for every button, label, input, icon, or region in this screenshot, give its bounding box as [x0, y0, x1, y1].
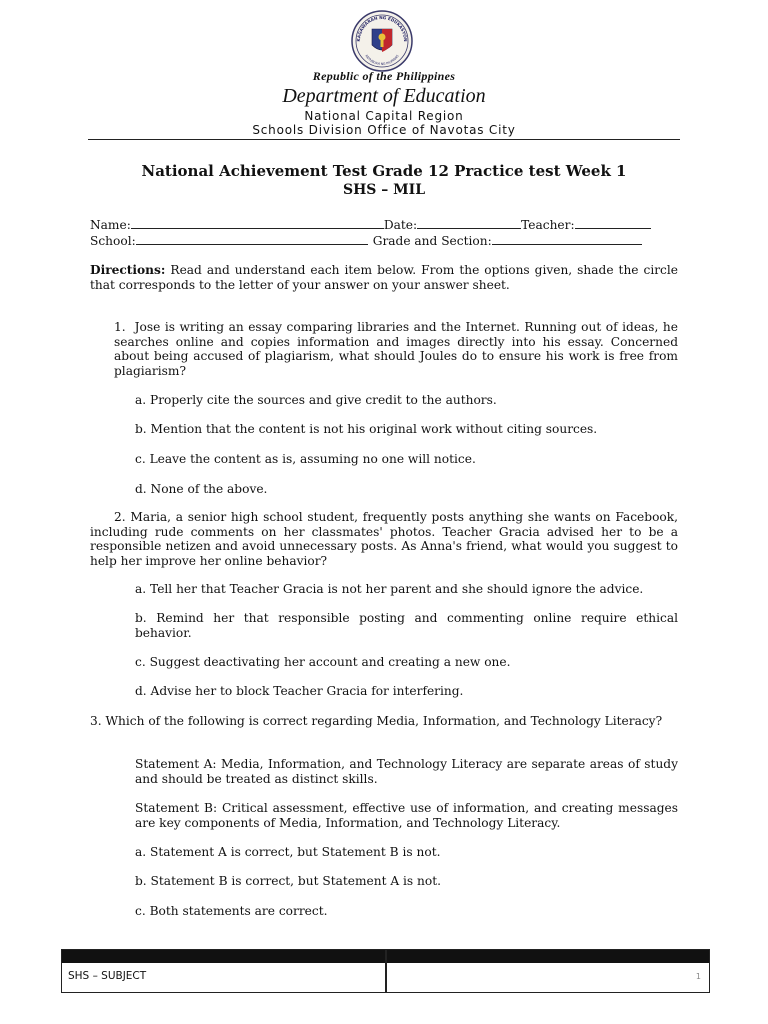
question-3-statement-a: Statement A: Media, Information, and Technology Literacy are separate areas of study and should be treated as distinct skills. — [135, 757, 678, 786]
question-2-option-a[interactable]: a. Tell her that Teacher Gracia is not her parent and she should ignore the advice. — [135, 582, 644, 596]
question-2-option-c[interactable]: c. Suggest deactivating her account and creating a new one. — [135, 655, 511, 669]
name-label: Name: — [90, 218, 131, 232]
test-subtitle: SHS – MIL — [342, 182, 426, 198]
republic-heading: Republic of the Philippines — [312, 69, 456, 83]
question-1-option-d[interactable]: d. None of the above. — [135, 482, 268, 496]
division-heading: Schools Division Office of Navotas City — [252, 123, 516, 137]
question-1-option-a[interactable]: a. Properly cite the sources and give credit to the authors. — [135, 393, 497, 407]
question-3-option-b[interactable]: b. Statement B is correct, but Statement A is not. — [135, 874, 442, 888]
grade-section-blank[interactable] — [492, 233, 642, 245]
teacher-blank[interactable] — [575, 217, 651, 229]
name-blank[interactable] — [131, 217, 384, 229]
seal-text-bottom: REPUBLIKA NG PILIPINAS — [364, 54, 400, 67]
student-info-fields — [90, 217, 678, 249]
question-1-option-b[interactable]: b. Mention that the content is not his original work without citing sources. — [135, 422, 598, 436]
test-title: National Achievement Test Grade 12 Practice test Week 1 — [141, 162, 627, 180]
question-3-stem: 3. Which of the following is correct regarding Media, Information, and Technology Literacy? — [90, 714, 663, 728]
seal-text-top: KAGAWARAN NG EDUKASYON — [355, 14, 409, 42]
region-heading: National Capital Region — [304, 109, 464, 123]
question-1-stem: 1. Jose is writing an essay comparing libraries and the Internet. Running out of ideas, he searches online and copies information and images directly into his essay. Concerned about being accused of plagiarism, what should Joules do to ensure his work is free from plagiarism? — [114, 320, 678, 378]
footer-table — [61, 949, 710, 993]
date-blank[interactable] — [417, 217, 521, 229]
question-3-statement-b: Statement B: Critical assessment, effective use of information, and creating messages are key components of Media, Information, and Technology Literacy. — [135, 801, 678, 830]
teacher-label: Teacher: — [521, 218, 575, 232]
department-heading: Department of Education — [282, 85, 486, 107]
question-3-option-c[interactable]: c. Both statements are correct. — [135, 904, 328, 918]
question-1-option-c[interactable]: c. Leave the content as is, assuming no one will notice. — [135, 452, 476, 466]
school-blank[interactable] — [136, 233, 368, 245]
footer-subject: SHS – SUBJECT — [68, 970, 147, 982]
grade-section-label: Grade and Section: — [372, 234, 492, 248]
directions — [90, 263, 678, 292]
deped-seal — [350, 9, 414, 73]
question-2-option-d[interactable]: d. Advise her to block Teacher Gracia for interfering. — [135, 684, 464, 698]
question-3-option-a[interactable]: a. Statement A is correct, but Statement B is not. — [135, 845, 441, 859]
directions-text: Read and understand each item below. From the options given, shade the circle that corresponds to the letter of your answer on your answer sheet. — [90, 263, 678, 292]
question-2-option-b[interactable]: b. Remind her that responsible posting and commenting online require ethical behavior. — [135, 611, 678, 640]
date-label: Date: — [383, 218, 418, 232]
header-divider — [88, 139, 680, 140]
page-number: 1 — [695, 972, 701, 981]
footer-column-divider — [385, 950, 387, 992]
directions-label: Directions: — [90, 263, 166, 277]
question-2-stem: 2. Maria, a senior high school student, frequently posts anything she wants on Facebook, including rude comments on her classmates' photos. Teacher Gracia advised her to be a responsible netizen and avoid unnecessary posts. As Anna's friend, what would you suggest to help her improve her online behavior? — [90, 510, 678, 568]
school-label: School: — [90, 234, 136, 248]
